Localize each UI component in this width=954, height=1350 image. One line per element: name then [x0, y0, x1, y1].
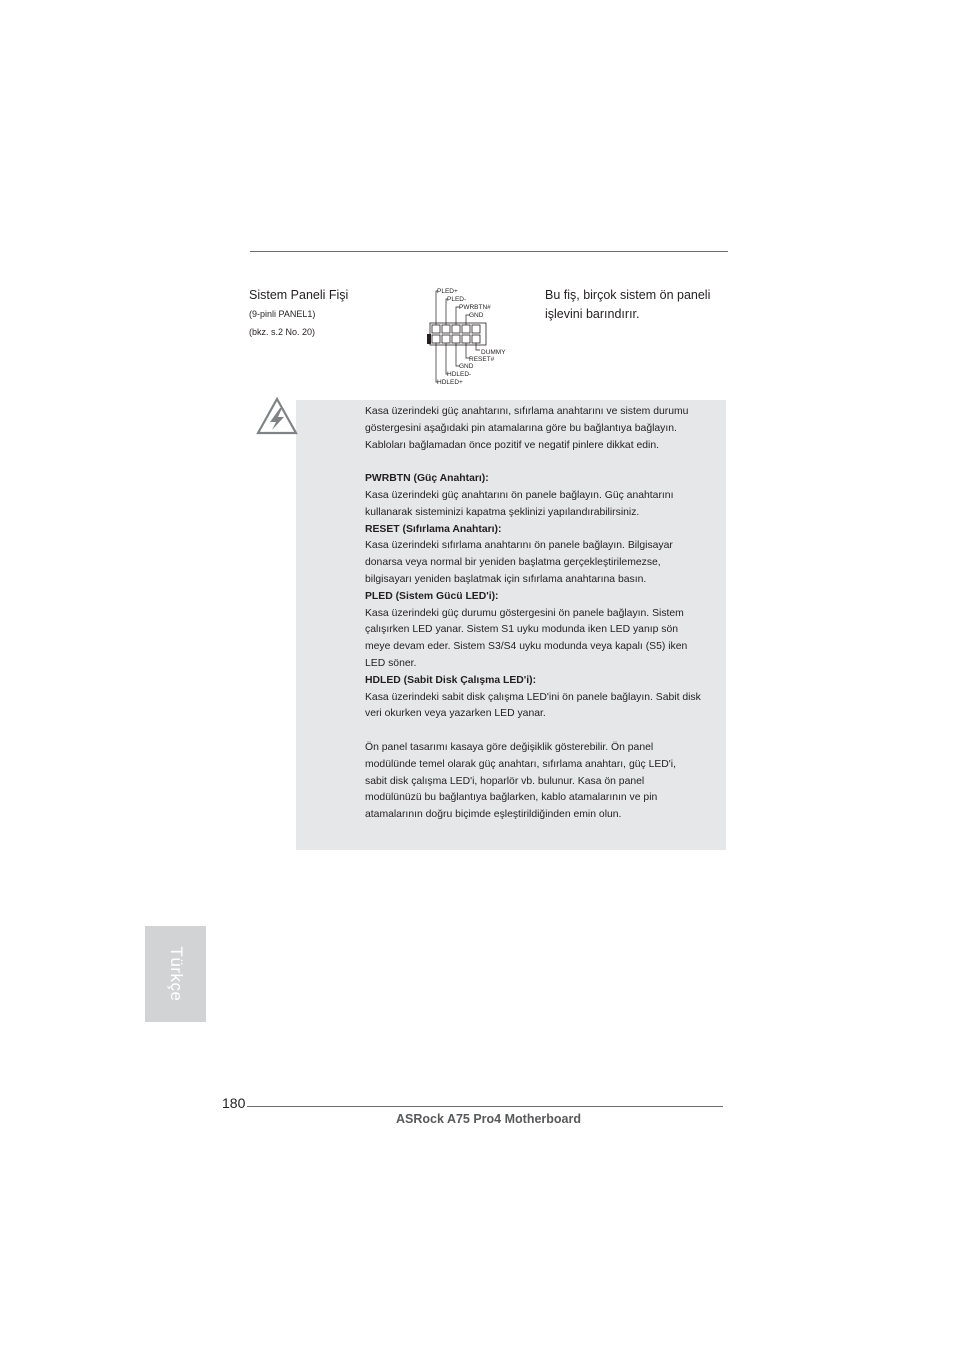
pled-line: Kasa üzerindeki güç durumu göstergesini ön panele bağlayın. Sistem [365, 607, 684, 619]
section-title: Sistem Paneli Fişi [249, 288, 349, 302]
section-subtitle-reference: (bkz. s.2 No. 20) [249, 327, 316, 337]
pin-row-top [432, 325, 480, 333]
top-divider [250, 251, 728, 252]
panel-header-pin-diagram [420, 284, 512, 388]
note-text [365, 404, 735, 824]
connector-key [427, 334, 431, 344]
warning-icon [255, 396, 299, 436]
pin [442, 325, 450, 333]
pin-label: PLED- [447, 296, 467, 303]
note-outro-line: atamalarının doğru biçimde eşleştirildiğinden emin olun. [365, 809, 622, 821]
pled-heading: PLED (Sistem Gücü LED'i): [365, 590, 499, 602]
pled-line: meye devam eder. Sistem S3/S4 uyku modunda veya kapalı (S5) iken [365, 641, 688, 653]
pin-row-bottom [432, 335, 480, 343]
pin [472, 335, 480, 343]
pin [472, 325, 480, 333]
note-outro-line: modülünde temel olarak güç anahtarı, sıfırlama anahtarı, güç LED'i, [365, 758, 676, 770]
reset-line: bilgisayarı yeniden başlatmak için sıfırlama anahtarına basın. [365, 573, 647, 585]
pwrbtn-line: kullanarak sisteminizi kapatma şeklinizi yapılandırabilirsiniz. [365, 506, 640, 518]
note-outro-line: Ön panel tasarımı kasaya göre değişiklik gösterebilir. Ön panel [365, 741, 654, 753]
note-outro-line: sabit disk çalışma LED'i, hoparlör vb. bulunur. Kasa ön panel [365, 775, 645, 787]
section-subtitle-pin-count: (9-pinli PANEL1) [249, 309, 316, 319]
footer-divider [247, 1106, 723, 1107]
page-number: 180 [222, 1095, 246, 1111]
pin-label: RESET# [469, 356, 495, 363]
pwrbtn-heading: PWRBTN (Güç Anahtarı): [365, 473, 489, 485]
pled-line: LED söner. [365, 657, 417, 669]
pin-label: HDLED- [447, 371, 472, 378]
note-outro-line: modülünüzü bu bağlantıya bağlarken, kablo atamalarının ve pin [365, 792, 658, 804]
language-side-tab-label: Türkçe [166, 946, 186, 1002]
hdled-line: Kasa üzerindeki sabit disk çalışma LED'ini ön panele bağlayın. Sabit disk [365, 691, 701, 703]
connector-outline [430, 323, 486, 345]
footer-product-name: ASRock A75 Pro4 Motherboard [396, 1112, 581, 1126]
pwrbtn-line: Kasa üzerindeki güç anahtarını ön panele bağlayın. Güç anahtarını [365, 489, 674, 501]
pin-label: DUMMY [481, 349, 506, 356]
reset-line: donarsa veya normal bir yeniden başlatma gerçekleştirilemezse, [365, 557, 661, 569]
hdled-line: veri okurken veya yazarken LED yanar. [365, 708, 546, 720]
pin [452, 335, 460, 343]
pin-label: PLED+ [437, 288, 458, 295]
pin-label: GND [469, 312, 484, 319]
pin [432, 325, 440, 333]
pin-label: PWRBTN# [459, 304, 491, 311]
hdled-heading: HDLED (Sabit Disk Çalışma LED'i): [365, 674, 537, 686]
pin-label: HDLED+ [437, 379, 463, 386]
reset-heading: RESET (Sıfırlama Anahtarı): [365, 523, 502, 535]
pin-label: GND [459, 363, 474, 370]
pin [442, 335, 450, 343]
section-description-line-1: Bu fiş, birçok sistem ön paneli [545, 288, 711, 302]
note-intro-line: Kasa üzerindeki güç anahtarını, sıfırlama anahtarını ve sistem durumu [365, 406, 689, 417]
reset-line: Kasa üzerindeki sıfırlama anahtarını ön panele bağlayın. Bilgisayar [365, 540, 673, 552]
section-description-line-2: işlevini barındırır. [545, 307, 640, 321]
pled-line: çalışırken LED yanar. Sistem S1 uyku modunda iken LED yanıp sön [365, 624, 679, 636]
pin [462, 325, 470, 333]
pin [452, 325, 460, 333]
pin [432, 335, 440, 343]
note-intro-line: Kabloları bağlamadan önce pozitif ve negatif pinlere dikkat edin. [365, 439, 660, 451]
language-side-tab [145, 926, 206, 1022]
pin [462, 335, 470, 343]
note-intro-line: göstergesini aşağıdaki pin atamalarına göre bu bağlantıya bağlayın. [365, 422, 677, 434]
